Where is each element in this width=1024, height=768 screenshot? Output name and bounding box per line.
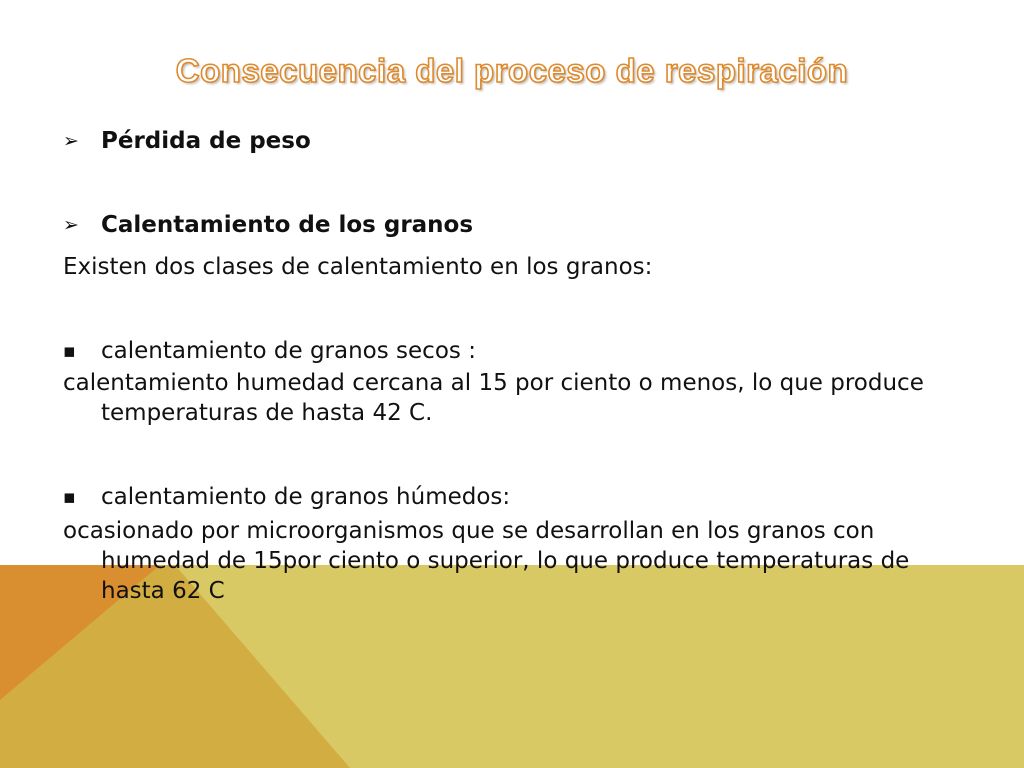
arrow-bullet-icon: ➢ bbox=[63, 130, 79, 152]
spacer bbox=[63, 282, 963, 336]
sub-bullet-dry-grains bbox=[63, 336, 963, 366]
slide-content bbox=[63, 126, 963, 606]
bullet-item-weight-loss bbox=[63, 126, 963, 156]
arrow-bullet-icon: ➢ bbox=[63, 214, 79, 236]
spacer bbox=[63, 428, 963, 482]
square-bullet-icon: ▪ bbox=[63, 340, 76, 362]
dry-grains-description: calentamiento humedad cercana al 15 por ciento o menos, lo que produce temperaturas de hasta 42 C. bbox=[63, 370, 924, 426]
intro-paragraph: Existen dos clases de calentamiento en los granos: bbox=[63, 254, 653, 280]
bullet-item-grain-heating bbox=[63, 210, 963, 240]
square-bullet-icon: ▪ bbox=[63, 486, 76, 508]
bullet-text: Pérdida de peso bbox=[101, 128, 311, 154]
sub-bullet-wet-grains bbox=[63, 482, 963, 512]
bullet-text: Calentamiento de los granos bbox=[101, 212, 474, 238]
wet-grains-description: ocasionado por microorganismos que se desarrollan en los granos con humedad de 15por ciento o superior, lo que produce temperaturas de hasta 62 C bbox=[63, 518, 910, 604]
sub-bullet-text: calentamiento de granos secos : bbox=[101, 338, 476, 364]
slide-title: Consecuencia del proceso de respiración bbox=[175, 52, 849, 89]
sub-bullet-text: calentamiento de granos húmedos: bbox=[101, 484, 511, 510]
spacer bbox=[63, 156, 963, 210]
